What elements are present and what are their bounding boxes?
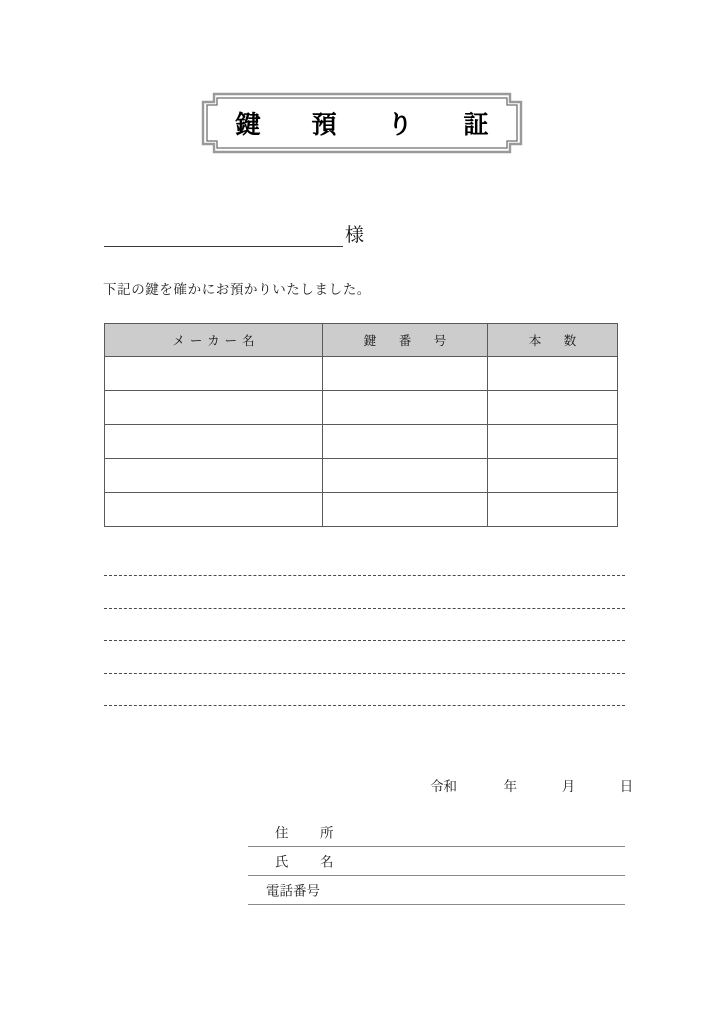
note-line[interactable] <box>104 575 625 576</box>
cell-count[interactable] <box>488 493 618 527</box>
cell-count[interactable] <box>488 425 618 459</box>
column-header-count <box>488 324 618 357</box>
cell-key-number[interactable] <box>323 493 488 527</box>
addressee-suffix-label: 様 <box>345 224 365 246</box>
key-table-header-row <box>105 324 618 357</box>
column-header-key-number <box>323 324 488 357</box>
cell-key-number[interactable] <box>323 425 488 459</box>
cell-maker[interactable] <box>105 459 323 493</box>
column-header-maker-label: メーカー名 <box>172 333 260 348</box>
table-row <box>105 425 618 459</box>
cell-maker[interactable] <box>105 357 323 391</box>
cell-maker[interactable] <box>105 493 323 527</box>
note-line[interactable] <box>104 640 625 641</box>
table-row <box>105 459 618 493</box>
signature-label-name: 氏 名 <box>275 854 343 871</box>
cell-maker[interactable] <box>105 391 323 425</box>
lead-sentence: 下記の鍵を確かにお預かりいたしました。 <box>103 282 371 298</box>
table-row <box>105 493 618 527</box>
cell-key-number[interactable] <box>323 391 488 425</box>
date-era-label: 令和 <box>430 779 457 795</box>
signature-row-address[interactable] <box>248 818 625 847</box>
key-table-head <box>105 324 618 357</box>
date-year-label: 年 <box>503 779 518 795</box>
signature-row-name[interactable] <box>248 847 625 876</box>
signature-block <box>248 818 625 905</box>
cell-key-number[interactable] <box>323 357 488 391</box>
addressee-input-line[interactable] <box>104 246 343 247</box>
page-title: 鍵 預 り 証 <box>235 110 502 139</box>
note-line[interactable] <box>104 705 625 706</box>
title-frame <box>201 92 523 154</box>
cell-count[interactable] <box>488 391 618 425</box>
note-line[interactable] <box>104 673 625 674</box>
note-line[interactable] <box>104 608 625 609</box>
date-month-label: 月 <box>561 779 576 795</box>
date-line <box>430 775 633 795</box>
cell-count[interactable] <box>488 459 618 493</box>
key-table-body <box>105 357 618 527</box>
table-row <box>105 391 618 425</box>
addressee-row <box>104 219 404 247</box>
date-day-label: 日 <box>619 779 634 795</box>
note-lines <box>104 575 625 706</box>
table-row <box>105 357 618 391</box>
cell-count[interactable] <box>488 357 618 391</box>
signature-row-phone[interactable] <box>248 876 625 905</box>
column-header-maker <box>105 324 323 357</box>
column-header-key-number-label: 鍵 番 号 <box>363 333 452 348</box>
column-header-count-label: 本 数 <box>528 333 582 348</box>
cell-key-number[interactable] <box>323 459 488 493</box>
signature-label-address: 住 所 <box>275 825 343 842</box>
cell-maker[interactable] <box>105 425 323 459</box>
signature-label-phone: 電話番号 <box>266 883 320 900</box>
key-table <box>104 323 618 527</box>
